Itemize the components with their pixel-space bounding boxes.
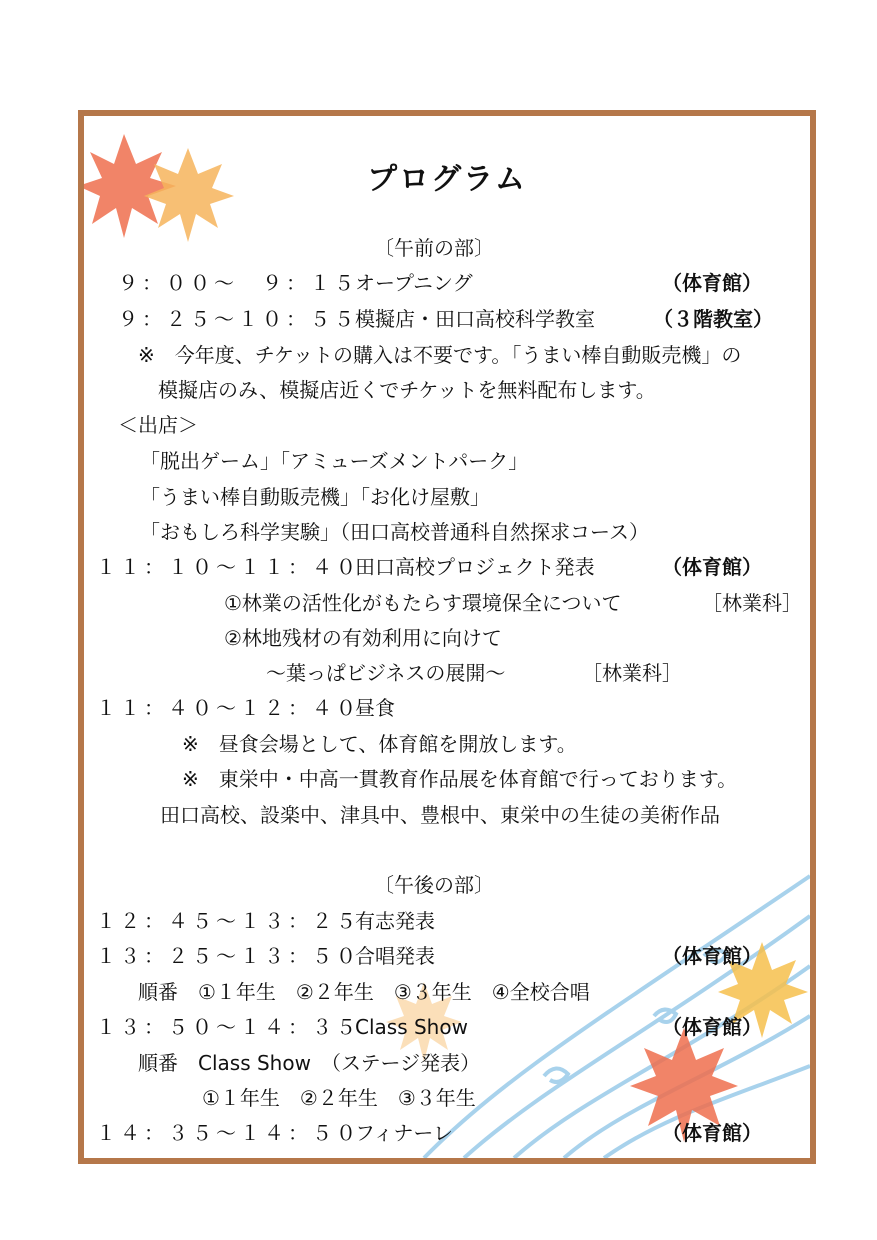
shops-header: ＜出店＞ — [118, 413, 198, 437]
finale-label: フィナーレ — [355, 1121, 453, 1145]
shop-venue: （３階教室） — [653, 307, 773, 331]
classshow-time: １３：５０～１４：３５ — [96, 1015, 360, 1039]
chorus-label: 合唱発表 — [355, 944, 435, 968]
chorus-venue: （体育館） — [662, 944, 762, 968]
lunch-time: １１：４０～１２：４０ — [96, 696, 360, 720]
shop-item: 「脱出ゲーム」「アミューズメントパーク」 — [140, 449, 529, 473]
project-item-2-sub: ～葉っぱビジネスの展開～ — [266, 661, 506, 685]
classshow-venue: （体育館） — [662, 1015, 762, 1039]
shop-label: 模擬店・田口高校科学教室 — [355, 307, 595, 331]
morning-header: 〔午前の部〕 — [374, 236, 494, 260]
afternoon-header: 〔午後の部〕 — [374, 873, 494, 897]
chorus-order: 順番 ①１年生 ②２年生 ③３年生 ④全校合唱 — [138, 980, 590, 1004]
chorus-time: １３：２５～１３：５０ — [96, 944, 360, 968]
lunch-note-1: ※ 昼食会場として、体育館を開放します。 — [182, 732, 577, 756]
classshow-order: 順番 Class Show （ステージ発表） — [138, 1051, 481, 1075]
finale-venue: （体育館） — [662, 1121, 762, 1145]
shop-item: 「おもしろ科学実験」（田口高校普通科自然探求コース） — [140, 520, 649, 544]
lunch-note-2: ※ 東栄中・中高一貫教育作品展を体育館で行っております。 — [182, 767, 738, 791]
project-time: １１：１０～１１：４０ — [96, 555, 360, 579]
finale-time: １４：３５～１４：５０ — [96, 1121, 360, 1145]
project-item-1-dept: ［林業科］ — [702, 591, 802, 615]
project-venue: （体育館） — [662, 555, 762, 579]
classshow-order-2: ①１年生 ②２年生 ③３年生 — [202, 1086, 476, 1110]
project-item-2-dept: ［林業科］ — [582, 661, 682, 685]
project-label: 田口高校プロジェクト発表 — [355, 555, 595, 579]
lunch-note-3: 田口高校、設楽中、津具中、豊根中、東栄中の生徒の美術作品 — [160, 803, 720, 827]
shop-time: ９：２５～１０：５５ — [118, 307, 358, 331]
shop-note-line1: ※ 今年度、チケットの購入は不要です。「うまい棒自動販売機」の — [138, 343, 742, 367]
shop-item: 「うまい棒自動販売機」「お化け屋敷」 — [140, 485, 490, 509]
page-title: プログラム — [367, 162, 527, 197]
volunteer-time: １２：４５～１３：２５ — [96, 909, 360, 933]
project-item-1: ①林業の活性化がもたらす環境保全について — [224, 591, 622, 615]
volunteer-label: 有志発表 — [355, 909, 435, 933]
classshow-label: Class Show — [355, 1015, 468, 1039]
opening-label: オープニング — [355, 271, 473, 295]
opening-venue: （体育館） — [662, 271, 762, 295]
program-frame — [78, 110, 816, 1164]
shop-note-line2: 模擬店のみ、模擬店近くでチケットを無料配布します。 — [158, 378, 656, 402]
opening-time: ９：００～ ９：１５ — [118, 271, 358, 295]
project-item-2: ②林地残材の有効利用に向けて — [224, 626, 502, 650]
lunch-label: 昼食 — [355, 696, 395, 720]
